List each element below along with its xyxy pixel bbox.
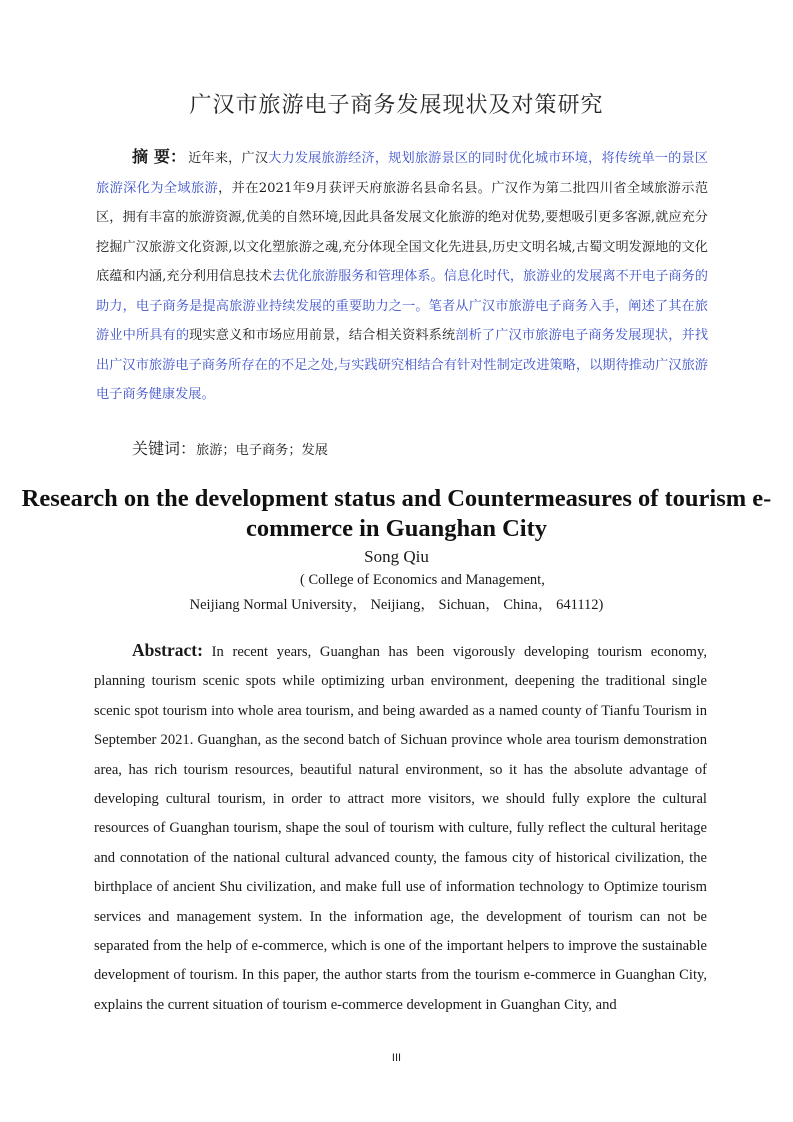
affiliation-line-1: ( College of Economics and Management, bbox=[300, 572, 545, 588]
english-abstract-text: In recent years, Guanghan has been vigorously developing tourism economy, planning tourism scenic spots while optimizing urban environment, deepening the traditional single scenic spot tourism into whole area tourism, and being awarded as a named county of Tianfu Tourism in September 2021. Guanghan, as the second batch of Sichuan province whole area tourism demonstration area, has rich tourism resources, beautiful natural environment, so it has the absolute advantage of developing cultural tourism, in order to attract more visitors, we should fully explore the cultural resources of Guanghan tourism, shape the soul of tourism with culture, fully reflect the cultural heritage and connotation of the national cultural advanced county, the famous city of historical civilization, the birthplace of ancient Shu civilization, and make full use of information technology to Optimize tourism services and management system. In the information age, the development of tourism can not be separated from the help of e-commerce, which is one of the important helpers to improve the sustainable development of tourism. In this paper, the author starts from the tourism e-commerce in Guanghan City, explains the current situation of tourism e-commerce development in Guanghan City, and bbox=[94, 644, 707, 1013]
chinese-abstract bbox=[96, 142, 708, 410]
chinese-keywords-label: 关键词： bbox=[132, 439, 197, 458]
chinese-abstract-text-3: 现实意义和市场应用前景，结合相关资料系统 bbox=[189, 328, 456, 343]
chinese-keywords bbox=[132, 434, 328, 465]
author-name: Song Qiu bbox=[364, 547, 429, 566]
chinese-title: 广汉市旅游电子商务发展现状及对策研究 bbox=[189, 93, 604, 118]
english-abstract-label: Abstract: bbox=[132, 640, 203, 660]
chinese-abstract-text-2: ，并在2021年9月获评天府旅游名县命名县。广汉作为第二批四川省全域旅游示范区，拥有丰富的旅游资源,优美的自然环境,因此具备发展文化旅游的绝对优势,要想吸引更多客源,就应充分挖掘广汉旅游文化资源,以文化塑旅游之魂,充分体现全国文化先进县,历史文明名城,古蜀文明发源地的文化底蕴和内涵,充分利用信息技术 bbox=[96, 180, 709, 284]
chinese-abstract-text-1: 近年来，广汉 bbox=[188, 151, 269, 166]
affiliation-line-2: Neijiang Normal University， Neijiang， Sichuan， China， 641112) bbox=[189, 597, 604, 613]
chinese-keywords-value: 旅游；电子商务；发展 bbox=[196, 443, 328, 458]
chinese-abstract-highlight-2: 去优化旅游服务和管理体系。信息化时代，旅游业的发展离不开电子商务的助力，电子商务是提高旅游业持续发展的重要助力之一。笔者从广汉市旅游电子商务入手，阐述了其在旅游业中所具有的 bbox=[96, 269, 708, 343]
chinese-abstract-label: 摘 要： bbox=[132, 147, 187, 166]
page-number: III bbox=[391, 1052, 402, 1064]
english-abstract bbox=[94, 636, 707, 1020]
english-title: Research on the development status and Countermeasures of tourism e-commerce in Guanghan City bbox=[21, 485, 772, 542]
chinese-abstract-highlight-1: 大力发展旅游经济，规划旅游景区的同时优化城市环境，将传统单一的景区旅游深化为全域旅游 bbox=[96, 151, 708, 196]
chinese-abstract-highlight-3: 剖析了广汉市旅游电子商务发展现状，并找出广汉市旅游电子商务所存在的不足之处,与实践研究相结合有针对性制定改进策略，以期待推动广汉旅游电子商务健康发展。 bbox=[96, 328, 709, 402]
